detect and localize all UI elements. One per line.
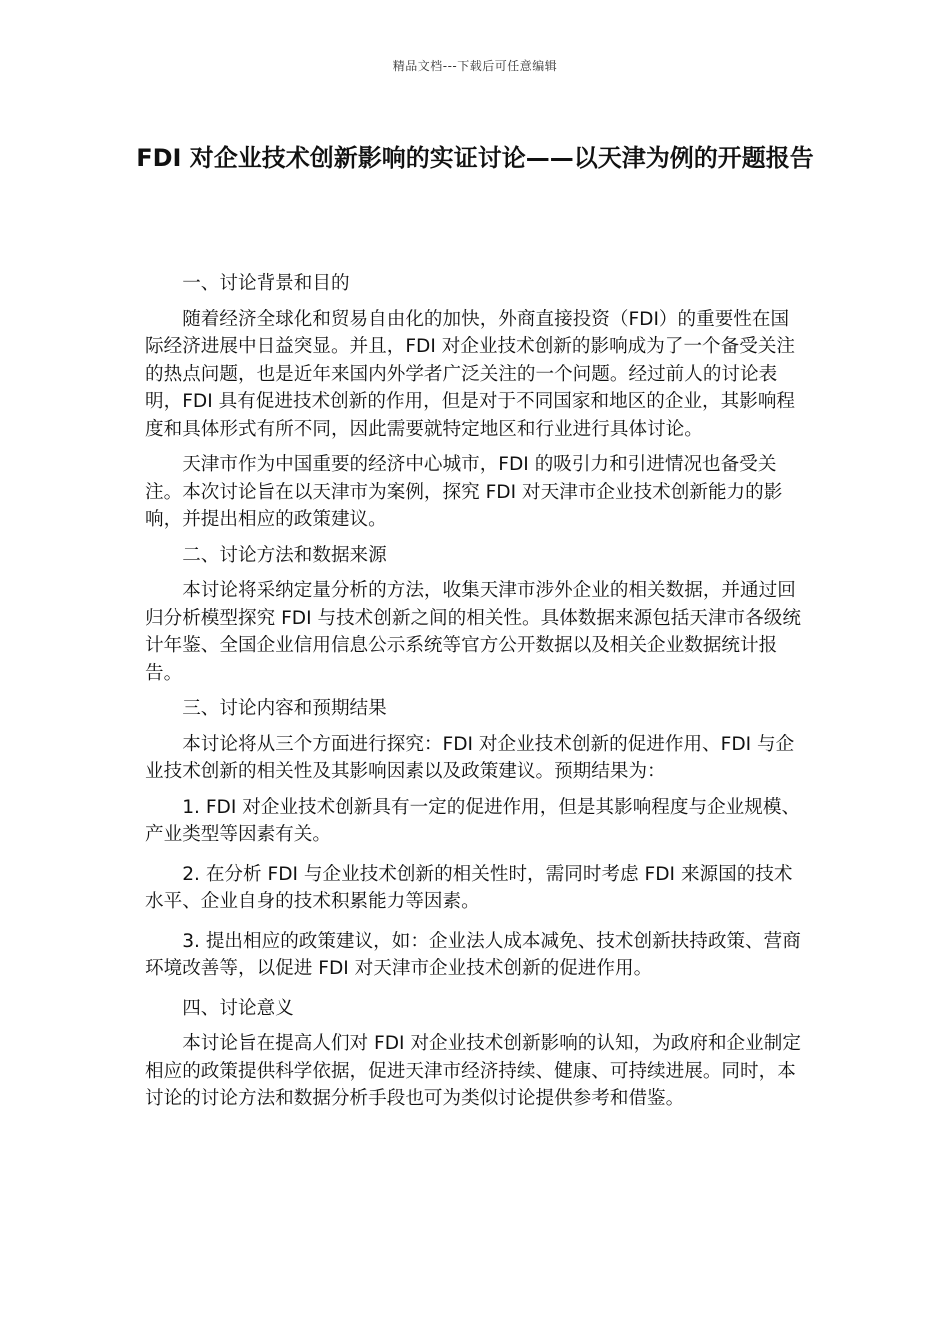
section-heading-background: 一、讨论背景和目的 [182, 273, 350, 294]
document-title: FDI 对企业技术创新影响的实证讨论——以天津为例的开题报告 [136, 144, 814, 172]
expected-result-3: 3. 提出相应的政策建议，如：企业法人成本减免、技术创新扶持政策、营商环境改善等，以促进 FDI 对天津市企业技术创新的促进作用。 [145, 930, 801, 979]
document-body [145, 270, 805, 1121]
paragraph-background-2: 天津市作为中国重要的经济中心城市，FDI 的吸引力和引进情况也备受关注。本次讨论旨在以天津市为案例，探究 FDI 对天津市企业技术创新能力的影响，并提出相应的政策建议。 [145, 454, 783, 530]
paragraph-content: 本讨论将从三个方面进行探究：FDI 对企业技术创新的促进作用、FDI 与企业技术创新的相关性及其影响因素以及政策建议。预期结果为： [145, 733, 795, 782]
section-heading-significance: 四、讨论意义 [182, 997, 294, 1019]
section-heading-content: 三、讨论内容和预期结果 [182, 698, 387, 719]
expected-result-2: 2. 在分析 FDI 与企业技术创新的相关性时，需同时考虑 FDI 来源国的技术水平、企业自身的技术积累能力等因素。 [145, 863, 793, 912]
header-note: 精品文档---下载后可任意编辑 [392, 59, 558, 73]
expected-result-1: 1. FDI 对企业技术创新具有一定的促进作用，但是其影响程度与企业规模、产业类型等因素有关。 [145, 796, 801, 845]
section-heading-method: 二、讨论方法和数据来源 [182, 544, 387, 566]
paragraph-background-1: 随着经济全球化和贸易自由化的加快，外商直接投资（FDI）的重要性在国际经济进展中日益突显。并且，FDI 对企业技术创新的影响成为了一个备受关注的热点问题，也是近年来国内外学者广泛关注的一个问题。经过前人的讨论表明，FDI 具有促进技术创新的作用，但是对于不同国家和地区的企业，其影响程度和具体形式有所不同，因此需要就特定地区和行业进行具体讨论。 [145, 308, 796, 440]
paragraph-significance: 本讨论旨在提高人们对 FDI 对企业技术创新影响的认知，为政府和企业制定相应的政策提供科学依据，促进天津市经济持续、健康、可持续进展。同时，本讨论的讨论方法和数据分析手段也可为类似讨论提供参考和借鉴。 [145, 1033, 801, 1109]
paragraph-method: 本讨论将采纳定量分析的方法，收集天津市涉外企业的相关数据，并通过回归分析模型探究 FDI 与技术创新之间的相关性。具体数据来源包括天津市各级统计年鉴、全国企业信用信息公示系统等官方公开数据以及相关企业数据统计报告。 [145, 580, 801, 684]
